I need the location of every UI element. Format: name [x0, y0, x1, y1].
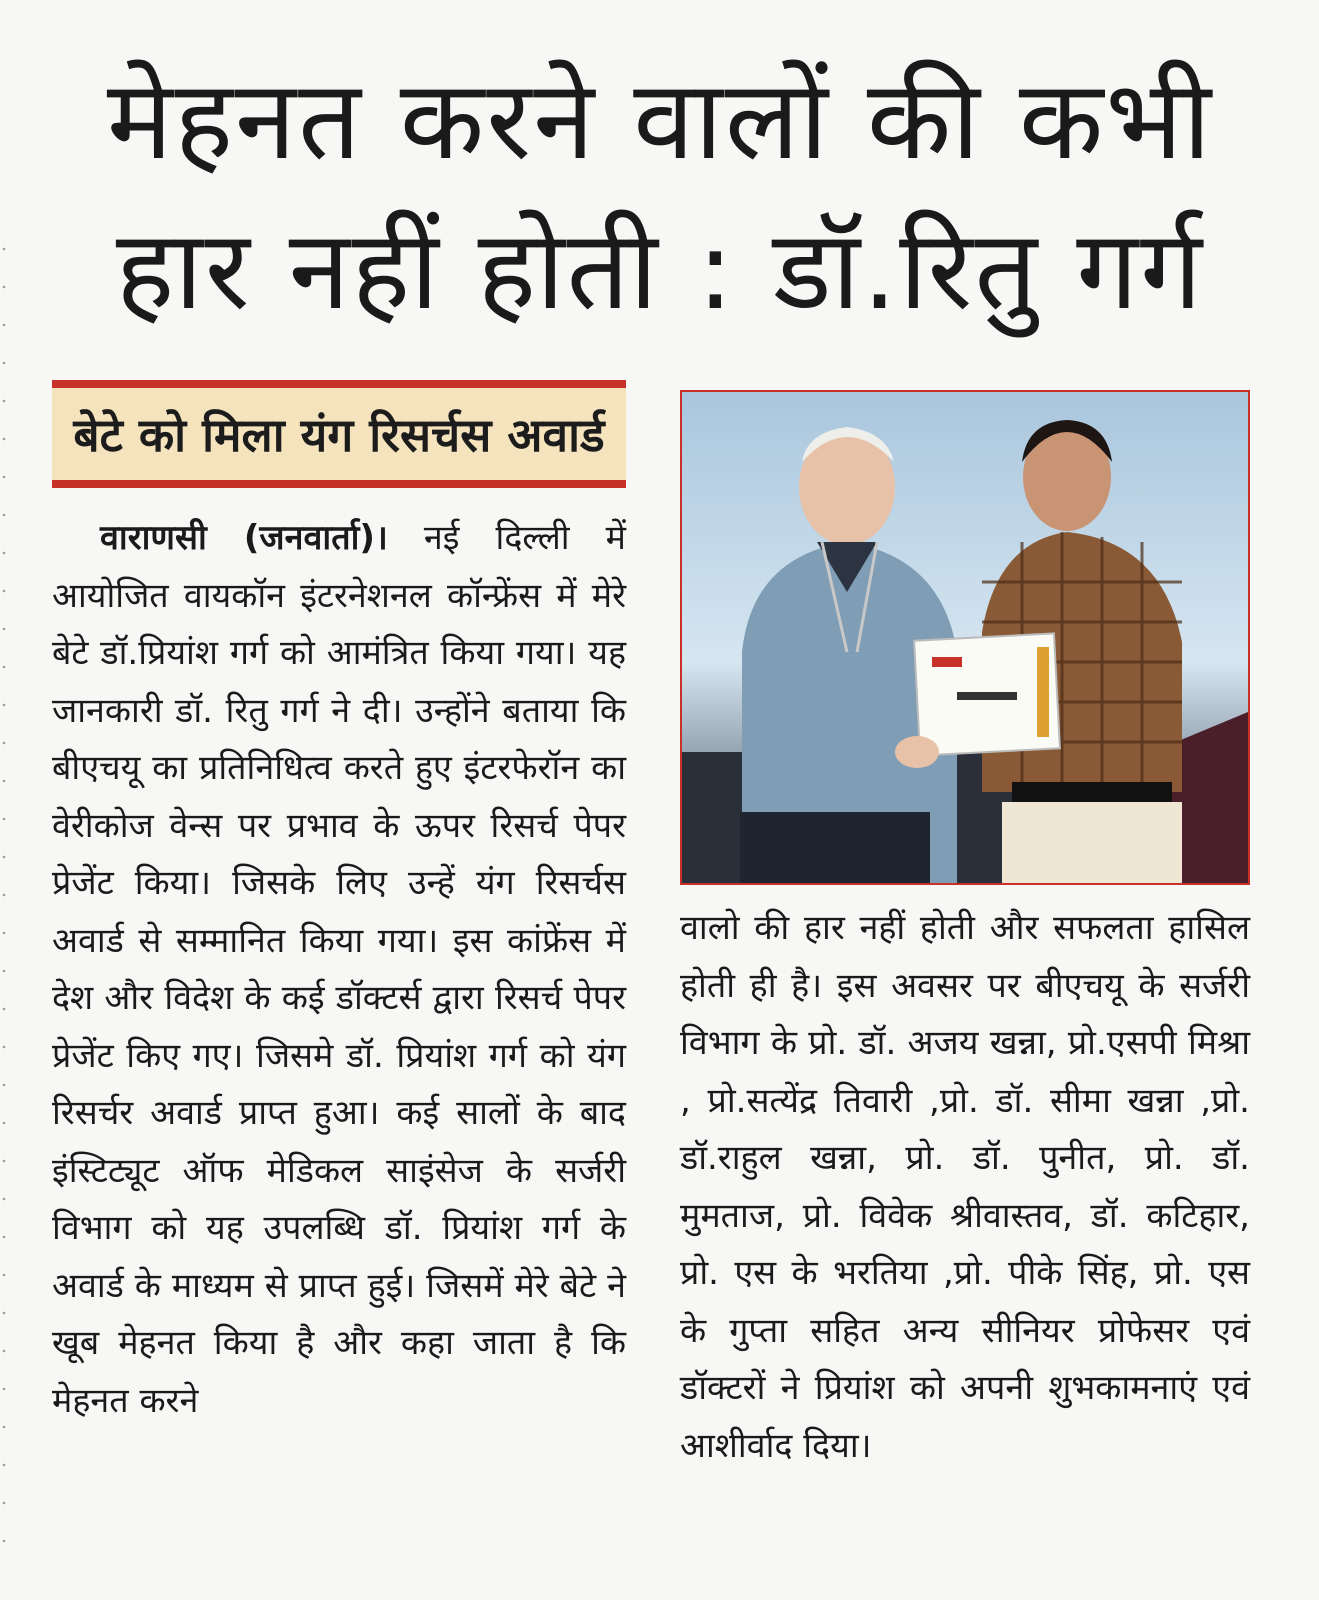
headline: मेहनत करने वालों की कभी हार नहीं होती : डॉ.रितु गर्ग: [106, 56, 1214, 334]
award-photo: [680, 390, 1250, 885]
article-body-right: वालो की हार नहीं होती और सफलता हासिल होती ही है। इस अवसर पर बीएचयू के सर्जरी विभाग के प्रो. डॉ. अजय खन्ना, प्रो.एसपी मिश्रा , प्रो.सत्येंद्र तिवारी ,प्रो. डॉ. सीमा खन्ना ,प्रो. डॉ.राहुल खन्ना, प्रो. डॉ. पुनीत, प्रो. डॉ. मुमताज, प्रो. विवेक श्रीवास्तव, डॉ. कटिहार, प्रो. एस के भरतिया ,प्रो. पीके सिंह, प्रो. एस के गुप्ता सहित अन्य सीनियर प्रोफेसर एवं डॉक्टरों ने प्रियांश को अपनी शुभकामनाएं एवं आशीर्वाद दिया।: [680, 908, 1250, 1466]
article-body-left: नई दिल्ली में आयोजित वायकॉन इंटरनेशनल कॉन्फ्रेंस में मेरे बेटे डॉ.प्रियांश गर्ग को आमंत्रित किया गया। यह जानकारी डॉ. रितु गर्ग ने दी। उन्होंने बताया कि बीएचयू का प्रतिनिधित्व करते हुए इंटरफेरॉन का वेरीकोज वेन्स पर प्रभाव के ऊपर रिसर्च पेपर प्रेजेंट किया। जिसके लिए उन्हें यंग रिसर्चस अवार्ड से सम्मानित किया गया। इस कांफ्रेंस में देश और विदेश के कई डॉक्टर्स द्वारा रिसर्च पेपर प्रेजेंट किए गए। जिसमे डॉ. प्रियांश गर्ग को यंग रिसर्चर अवार्ड प्राप्त हुआ। कई सालों के बाद इंस्टिट्यूट ऑफ मेडिकल साइंसेज के सर्जरी विभाग को यह उपलब्धि डॉ. प्रियांश गर्ग के अवार्ड के माध्यम से प्राप्त हुई। जिसमें मेरे बेटे ने खूब मेहनत किया है और कहा जाता है कि मेहनत करने: [52, 518, 626, 1421]
page-edge-perforation: [2, 230, 6, 1570]
article-right-column: [680, 900, 1250, 1475]
certificate: [914, 633, 1060, 755]
award-photo-illustration: [682, 392, 1248, 883]
subheading: बेटे को मिला यंग रिसर्चस अवार्ड: [73, 408, 605, 462]
dateline: वाराणसी (जनवार्ता)।: [100, 518, 388, 558]
subheading-banner: [52, 380, 626, 488]
article-left-column: [52, 510, 626, 1430]
